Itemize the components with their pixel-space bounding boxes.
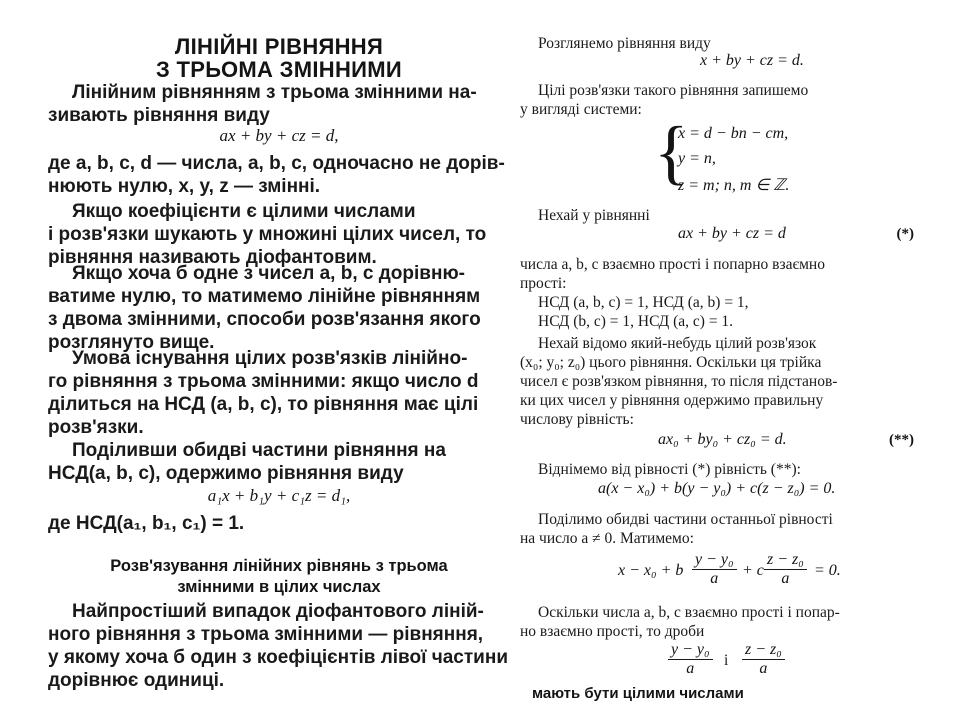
equation-reduced: a₁x + b₁y + c₁z = d₁, xyxy=(207,486,351,505)
fraction-b xyxy=(742,641,785,678)
paragraph-5-line-3: ділиться на НСД (a, b, c), то рівняння має цілі xyxy=(48,394,479,415)
right-paragraph-3: Нехай у рівнянні xyxy=(538,207,650,224)
right-paragraph-2-line-1: Цілі розв'язки такого рівняння запишемо xyxy=(538,82,809,99)
equation-difference: a(x − x₀) + b(y − y₀) + c(z − z₀) = 0. xyxy=(598,480,836,497)
paragraph-3-line-2: і розв'язки шукають у множині цілих чисел, то xyxy=(48,224,487,245)
fraction-y-numerator: y − y₀ xyxy=(692,551,737,570)
fraction-b-numerator: z − z₀ xyxy=(742,641,785,660)
system-line-1: x = d − bn − cm, xyxy=(678,125,789,142)
equation-divided-plus-c: + c xyxy=(742,562,764,579)
paragraph-8-line-1: Найпростіший випадок діофантового ліній- xyxy=(72,601,484,622)
right-paragraph-4-line-3: НСД (a, b, c) = 1, НСД (a, b) = 1, xyxy=(538,294,749,311)
equation-double-star: ax₀ + by₀ + cz₀ = d. xyxy=(658,431,787,448)
fraction-conjunction: і xyxy=(724,652,729,669)
fraction-a-numerator: y − y₀ xyxy=(668,641,713,660)
title-line-1: ЛІНІЙНІ РІВНЯННЯ xyxy=(174,34,384,59)
paragraph-5-line-1: Умова існування цілих розв'язків лінійно- xyxy=(72,348,468,369)
paragraph-6-line-1: Поділивши обидві частини рівняння на xyxy=(72,440,446,461)
paragraph-5-line-4: розв'язки. xyxy=(48,417,144,438)
right-paragraph-2-line-2: у вигляді системи: xyxy=(520,101,642,118)
right-paragraph-5-line-3: чисел є розв'язком рівняння, то після підстанов- xyxy=(520,373,838,390)
paragraph-4-line-2: ватиме нулю, то матимемо лінійне рівнянням xyxy=(48,286,481,307)
paragraph-4-line-3: з двома змінними, способи розв'язання якого xyxy=(48,309,481,330)
paragraph-3-line-3: рівняння називають діофантовим. xyxy=(48,247,377,268)
right-paragraph-1: Розглянемо рівняння виду xyxy=(538,35,711,52)
right-column xyxy=(520,0,920,720)
right-paragraph-4-line-4: НСД (b, c) = 1, НСД (a, c) = 1. xyxy=(538,313,734,330)
title-line-2: З ТРЬОМА ЗМІННИМИ xyxy=(155,57,402,82)
paragraph-4-line-4: розглянуто вище. xyxy=(48,332,215,353)
equation-simple-case: x + by + cz = d. xyxy=(700,52,804,69)
cut-off-line xyxy=(532,685,920,702)
right-paragraph-8-line-2: но взаємно прості, то дроби xyxy=(520,623,705,640)
equation-divided-prefix: x − x₀ + b xyxy=(618,562,684,579)
paragraph-3-line-1: Якщо коефіцієнти є цілими числами xyxy=(72,201,416,222)
paragraph-4-line-1: Якщо хоча б одне з чисел a, b, c дорівню- xyxy=(72,263,465,284)
paragraph-2-line-1: де a, b, c, d — числа, a, b, c, одночасно не дорів- xyxy=(48,153,505,174)
paragraph-5-line-2: го рівняння з трьома змінними: якщо число d xyxy=(48,371,479,392)
fraction-z-denominator: a xyxy=(781,570,790,587)
paragraph-8-line-3: у якому хоча б один з коефіцієнтів лівої частини xyxy=(48,647,509,668)
equation-divided-suffix: = 0. xyxy=(814,562,841,579)
paragraph-1-line-2: зивають рівняння виду xyxy=(48,105,270,126)
right-paragraph-7-line-1: Поділимо обидві частини останньої рівності xyxy=(538,511,833,528)
right-paragraph-4-line-2: прості: xyxy=(520,275,567,292)
paragraph-8-line-2: ного рівняння з трьома змінними — рівняння, xyxy=(48,624,484,645)
equation-general: ax + by + cz = d, xyxy=(219,126,339,145)
fraction-y-denominator: a xyxy=(710,570,719,587)
equation-double-star-tag: (**) xyxy=(889,432,914,448)
fraction-z xyxy=(764,551,807,588)
right-paragraph-6: Віднімемо від рівності (*) рівність (**): xyxy=(538,461,801,478)
right-paragraph-7-line-2: на число a ≠ 0. Матимемо: xyxy=(520,530,694,547)
equation-star-tag: (*) xyxy=(896,226,914,242)
fraction-a xyxy=(668,641,713,678)
system-line-3: z = m; n, m ∈ ℤ. xyxy=(678,177,790,194)
right-paragraph-5-line-2: (x₀; y₀; z₀) цього рівняння. Оскільки ця трійка xyxy=(520,354,822,371)
right-paragraph-5-line-1: Нехай відомо який-небудь цілий розв'язок xyxy=(538,335,817,352)
section-subheading-line-1: Розв'язування лінійних рівнянь з трьома xyxy=(110,557,448,575)
left-column xyxy=(48,0,510,720)
fraction-b-denominator: a xyxy=(759,660,768,677)
right-paragraph-4-line-1: числа a, b, c взаємно прості і попарно взаємно xyxy=(520,256,825,273)
right-paragraph-8-line-1: Оскільки числа a, b, c взаємно прості і попар- xyxy=(538,604,840,621)
fraction-a-denominator: a xyxy=(686,660,695,677)
right-paragraph-5-line-5: числову рівність: xyxy=(520,411,634,428)
paragraph-2-line-2: нюють нулю, x, y, z — змінні. xyxy=(48,176,321,197)
paragraph-8-line-4: дорівнює одиниці. xyxy=(48,670,225,691)
section-subheading-line-2: змінними в цілих числах xyxy=(177,578,381,596)
equation-star: ax + by + cz = d xyxy=(678,225,786,242)
paragraph-7: де НСД(a₁, b₁, c₁) = 1. xyxy=(48,513,245,534)
paragraph-1-line-1: Лінійним рівнянням з трьома змінними на- xyxy=(72,82,477,103)
system-brace: { xyxy=(654,112,689,192)
system-line-2: y = n, xyxy=(678,150,716,167)
fraction-y xyxy=(692,551,737,588)
paragraph-6-line-2: НСД(a, b, c), одержимо рівняння виду xyxy=(48,463,404,484)
fraction-z-numerator: z − z₀ xyxy=(764,551,807,570)
cut-off-text: мають бути цілими числами xyxy=(532,685,744,702)
right-paragraph-5-line-4: ки цих чисел у рівняння одержимо правильну xyxy=(520,392,824,409)
